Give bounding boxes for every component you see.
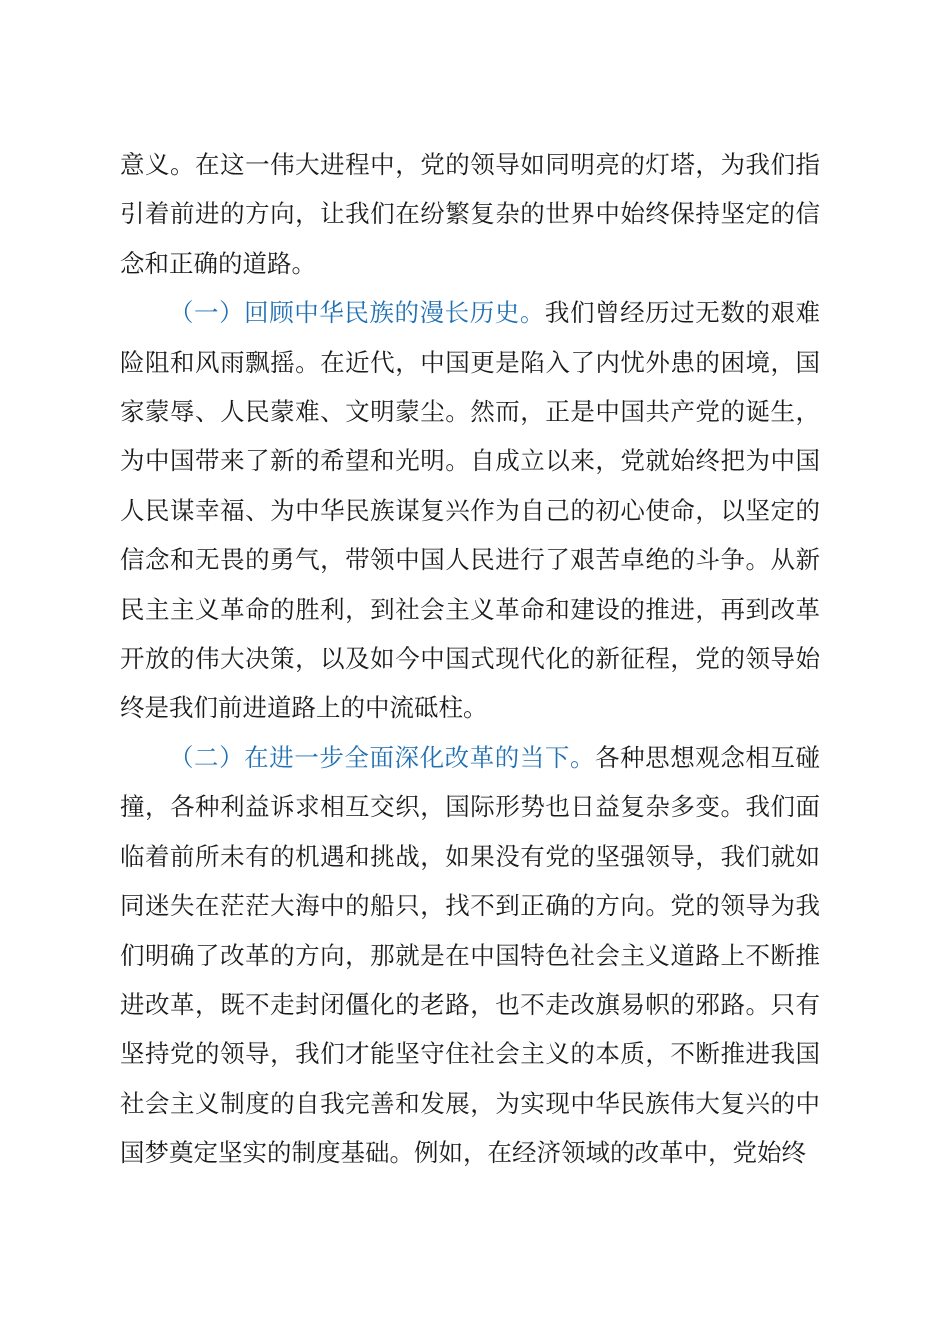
- paragraph-body: 各种思想观念相互碰撞，各种利益诉求相互交织，国际形势也日益复杂多变。我们面临着前所未有的机遇和挑战，如果没有党的坚强领导，我们就如同迷失在茫茫大海中的船只，找不到正确的方向。党的领导为我们明确了改革的方向，那就是在中国特色社会主义道路上不断推进改革，既不走封闭僵化的老路，也不走改旗易帜的邪路。只有坚持党的领导，我们才能坚守住社会主义的本质，不断推进我国社会主义制度的自我完善和发展，为实现中华民族伟大复兴的中国梦奠定坚实的制度基础。例如，在经济领域的改革中，党始终: [120, 742, 821, 1168]
- paragraph-body: 我们曾经历过无数的艰难险阻和风雨飘摇。在近代，中国更是陷入了内忧外患的困境，国家蒙辱、人民蒙难、文明蒙尘。然而，正是中国共产党的诞生，为中国带来了新的希望和光明。自成立以来，党就始终把为中国人民谋幸福、为中华民族谋复兴作为自己的初心使命，以坚定的信念和无畏的勇气，带领中国人民进行了艰苦卓绝的斗争。从新民主主义革命的胜利，到社会主义革命和建设的推进，再到改革开放的伟大决策，以及如今中国式现代化的新征程，党的领导始终是我们前进道路上的中流砥柱。: [120, 298, 821, 723]
- paragraph-continuation: [120, 140, 820, 288]
- paragraph-history: [120, 288, 820, 733]
- document-body: [120, 140, 820, 1178]
- paragraph-body: 意义。在这一伟大进程中，党的领导如同明亮的灯塔，为我们指引着前进的方向，让我们在纷繁复杂的世界中始终保持坚定的信念和正确的道路。: [120, 150, 820, 278]
- paragraph-reform: [120, 733, 820, 1178]
- section-heading-2: （二）在进一步全面深化改革的当下。: [169, 742, 596, 772]
- section-heading-1: （一）回顾中华民族的漫长历史。: [169, 298, 545, 328]
